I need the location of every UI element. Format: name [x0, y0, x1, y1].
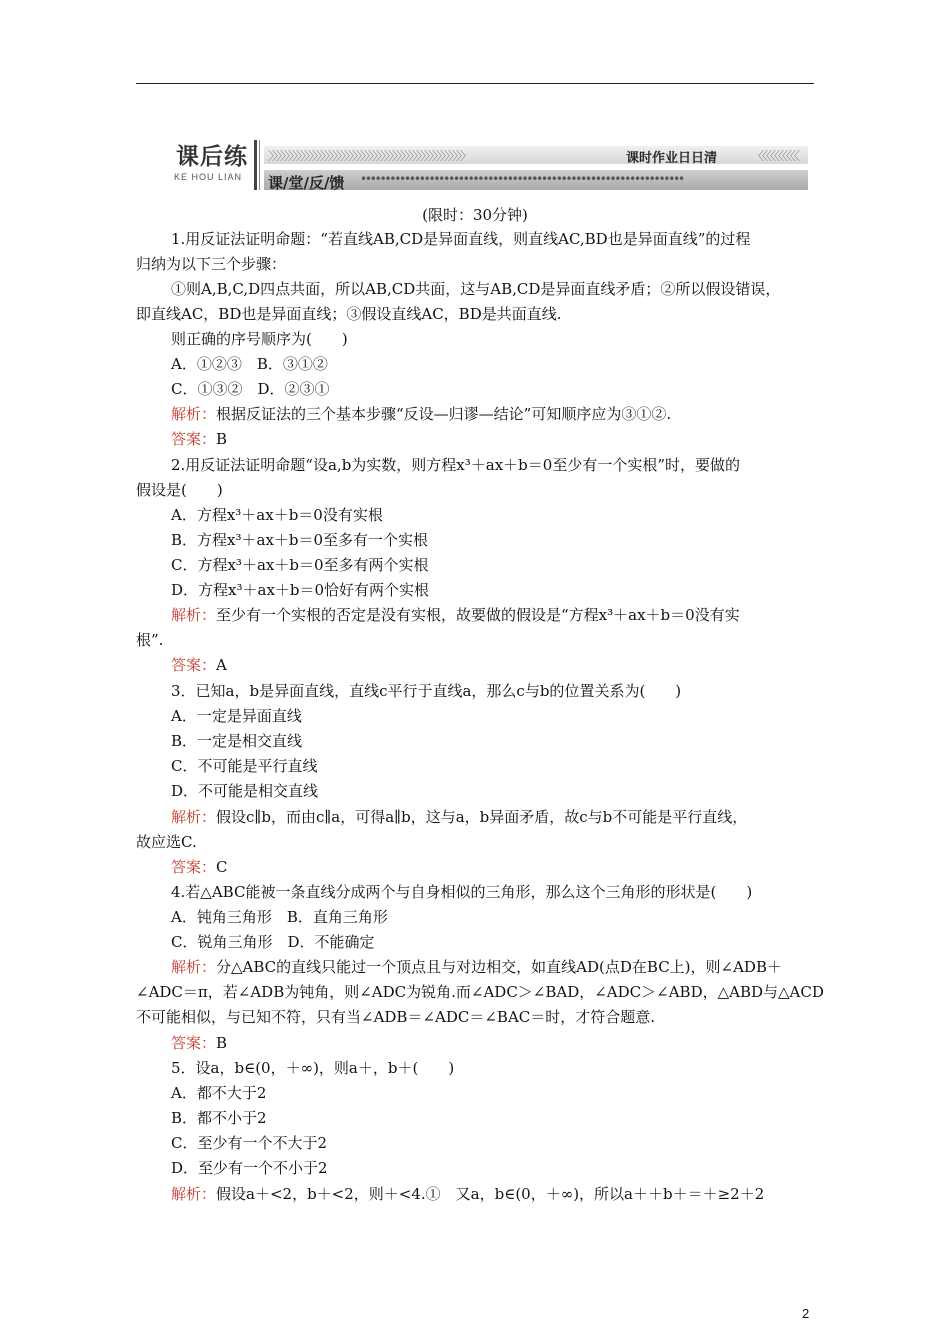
answer-text: B	[216, 430, 228, 448]
question-1-steps: ①则A,B,C,D四点共面，所以AB,CD共面，这与AB,CD是异面直线矛盾；②所以假设错误，	[171, 280, 781, 298]
question-1-steps-cont: 即直线AC，BD也是异面直线；③假设直线AC，BD是共面直线.	[136, 305, 562, 323]
question-3-option-a: A．一定是异面直线	[171, 707, 302, 725]
banner-tagline: 课时作业日日清	[626, 151, 718, 166]
analysis-text: 假设a＋<2，b＋<2，则＋<4.① 又a，b∈(0，＋∞)，所以a＋＋b＋＝＋≥2＋2	[216, 1185, 765, 1203]
question-3-stem: 3．已知a，b是异面直线，直线c平行于直线a，那么c与b的位置关系为( )	[171, 682, 682, 700]
question-1-options-ab: A．①②③ B．③①②	[171, 355, 328, 373]
question-1-prompt: 则正确的序号顺序为( )	[171, 330, 348, 348]
question-3-option-c: C．不可能是平行直线	[171, 757, 318, 775]
question-2-answer	[171, 655, 227, 675]
answer-label: 答案：	[171, 1034, 217, 1052]
question-2-option-a: A．方程x³＋ax＋b＝0没有实根	[171, 506, 383, 524]
analysis-label: 解析：	[171, 808, 217, 826]
answer-text: A	[216, 656, 227, 674]
answer-text: B	[216, 1034, 228, 1052]
question-5-stem: 5．设a，b∈(0，＋∞)，则a＋，b＋( )	[171, 1059, 455, 1077]
question-5-analysis	[171, 1184, 764, 1204]
analysis-label: 解析：	[171, 958, 217, 976]
dot-decoration: • • • • • • • • • • • • • • • • • • • • • • • • • • • • • • • • • • • • • • • • • • • • • • • • • • • • • • • • • • • • • • • • • •	[360, 172, 683, 186]
analysis-text: 假设c∥b，而由c∥a，可得a∥b，这与a，b异面矛盾，故c与b不可能是平行直线，	[216, 808, 748, 826]
question-1-analysis	[171, 404, 671, 424]
banner-subtitle: 课/堂/反/馈	[268, 174, 345, 192]
question-3-analysis-cont: 故应选C.	[136, 833, 197, 851]
question-2-option-b: B．方程x³＋ax＋b＝0至多有一个实根	[171, 531, 429, 549]
question-2-analysis-cont: 根”.	[136, 631, 164, 649]
analysis-label: 解析：	[171, 1185, 217, 1203]
question-4-analysis	[171, 957, 782, 977]
time-limit: (限时：30分钟)	[422, 206, 528, 224]
analysis-label: 解析：	[171, 606, 217, 624]
question-4-analysis-cont-2: 不可能相似，与已知不符，只有当∠ADB＝∠ADC＝∠BAC＝时，才符合题意.	[136, 1008, 656, 1026]
answer-label: 答案：	[171, 656, 217, 674]
analysis-text: 分△ABC的直线只能过一个顶点且与对边相交，如直线AD(点D在BC上)，则∠ADB＋	[216, 958, 782, 976]
question-2-option-d: D．方程x³＋ax＋b＝0恰好有两个实根	[171, 581, 430, 599]
question-1-stem: 1.用反证法证明命题：“若直线AB,CD是异面直线，则直线AC,BD也是异面直线”的过程	[171, 230, 751, 248]
page-number: 2	[802, 1306, 810, 1321]
banner-pinyin: KE HOU LIAN	[174, 172, 243, 182]
answer-text: C	[216, 858, 228, 876]
question-4-answer	[171, 1033, 227, 1053]
question-3-answer	[171, 857, 228, 877]
banner-divider	[254, 140, 257, 190]
banner-divider-thin	[259, 140, 260, 190]
analysis-label: 解析：	[171, 405, 217, 423]
chevron-decoration-left: 〉〉〉〉〉〉〉〉〉〉〉〉〉〉〉〉〉〉〉〉〉〉〉〉〉〉〉〉〉〉〉〉〉〉〉〉〉〉〉〉〉〉〉〉〉〉〉〉〉	[268, 149, 471, 163]
answer-label: 答案：	[171, 430, 217, 448]
banner-title: 课后练	[176, 144, 248, 170]
question-2-analysis	[171, 605, 740, 625]
question-5-option-d: D．至少有一个不小于2	[171, 1159, 328, 1177]
chevron-decoration-right: 〈〈〈〈〈〈〈〈〈〈	[752, 149, 799, 163]
question-1-stem-cont: 归纳为以下三个步骤：	[136, 255, 287, 273]
question-1-answer	[171, 429, 227, 449]
question-4-stem: 4.若△ABC能被一条直线分成两个与自身相似的三角形，那么这个三角形的形状是( )	[171, 883, 753, 901]
question-5-option-c: C．至少有一个不大于2	[171, 1134, 328, 1152]
question-3-option-b: B．一定是相交直线	[171, 732, 303, 750]
question-4-options-cd: C．锐角三角形 D．不能确定	[171, 933, 375, 951]
question-5-option-a: A．都不大于2	[171, 1084, 267, 1102]
question-2-option-c: C．方程x³＋ax＋b＝0至多有两个实根	[171, 556, 429, 574]
section-banner	[136, 136, 808, 194]
question-4-options-ab: A．钝角三角形 B．直角三角形	[171, 908, 388, 926]
question-3-analysis	[171, 807, 747, 827]
analysis-text: 至少有一个实根的否定是没有实根，故要做的假设是“方程x³＋ax＋b＝0没有实	[216, 606, 740, 624]
answer-label: 答案：	[171, 858, 217, 876]
question-5-option-b: B．都不小于2	[171, 1109, 267, 1127]
question-1-options-cd: C．①③② D．②③①	[171, 380, 330, 398]
question-2-stem: 2.用反证法证明命题“设a,b为实数，则方程x³＋ax＋b＝0至少有一个实根”时，要做的	[171, 456, 740, 474]
question-3-option-d: D．不可能是相交直线	[171, 782, 319, 800]
analysis-text: 根据反证法的三个基本步骤“反设—归谬—结论”可知顺序应为③①②.	[216, 405, 672, 423]
top-rule	[136, 83, 814, 84]
question-2-stem-cont: 假设是( )	[136, 481, 223, 499]
question-4-analysis-cont: ∠ADC＝π，若∠ADB为钝角，则∠ADC为锐角.而∠ADC＞∠BAD，∠ADC＞∠ABD，△ABD与△ACD	[136, 983, 824, 1001]
